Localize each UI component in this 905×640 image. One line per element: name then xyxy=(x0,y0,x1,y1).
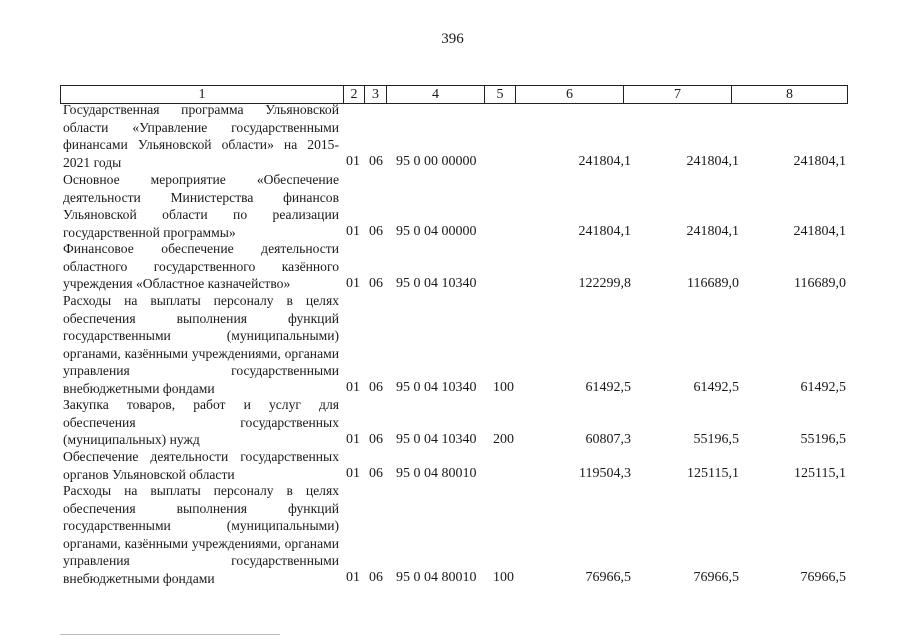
row-section: 01 xyxy=(346,466,360,481)
row-section: 01 xyxy=(346,570,360,585)
row-target-article: 95 0 00 00000 xyxy=(396,154,477,169)
page-number: 396 xyxy=(441,31,464,47)
row-value-col8: 116689,0 xyxy=(794,276,846,291)
row-value-col7: 55196,5 xyxy=(693,432,739,447)
header-col-7: 7 xyxy=(624,86,732,104)
header-col-5: 5 xyxy=(485,86,516,104)
row-value-col7: 241804,1 xyxy=(686,154,739,169)
row-title: Расходы на выплаты персоналу в целях обеспечения выполнения функций государственными (муниципальными) органами, казёнными учреждениями, органами управления государственными внебюджетными фондами xyxy=(63,483,339,586)
header-col-4: 4 xyxy=(387,86,485,104)
row-value-col6: 122299,8 xyxy=(578,276,631,291)
header-col-8: 8 xyxy=(732,86,848,104)
row-expense-type: 200 xyxy=(493,432,514,447)
row-value-col8: 241804,1 xyxy=(793,154,846,169)
row-subsection: 06 xyxy=(369,466,383,481)
row-value-col8: 55196,5 xyxy=(800,432,846,447)
row-target-article: 95 0 04 80010 xyxy=(396,570,477,585)
row-subsection: 06 xyxy=(369,432,383,447)
row-expense-type: 100 xyxy=(493,570,514,585)
header-col-3: 3 xyxy=(365,86,387,104)
row-value-col6: 241804,1 xyxy=(578,224,631,239)
row-title: Основное мероприятие «Обеспечение деятельности Министерства финансов Ульяновской области по реализации государственной программы» xyxy=(63,172,339,240)
row-title: Государственная программа Ульяновской области «Управление государственными финансами Ульяновской области» на 2015-2021 годы xyxy=(63,102,339,170)
row-value-col6: 119504,3 xyxy=(579,466,631,481)
row-value-col7: 61492,5 xyxy=(693,380,739,395)
row-section: 01 xyxy=(346,380,360,395)
row-target-article: 95 0 04 10340 xyxy=(396,432,477,447)
header-col-2: 2 xyxy=(344,86,365,104)
row-title: Расходы на выплаты персоналу в целях обеспечения выполнения функций государственными (муниципальными) органами, казёнными учреждениями, органами управления государственными внебюджетными фондами xyxy=(63,293,339,396)
row-target-article: 95 0 04 80010 xyxy=(396,466,477,481)
row-expense-type: 100 xyxy=(493,380,514,395)
row-subsection: 06 xyxy=(369,380,383,395)
row-value-col6: 241804,1 xyxy=(578,154,631,169)
row-section: 01 xyxy=(346,432,360,447)
row-value-col8: 241804,1 xyxy=(793,224,846,239)
row-target-article: 95 0 04 10340 xyxy=(396,380,477,395)
row-value-col6: 76966,5 xyxy=(585,570,631,585)
row-subsection: 06 xyxy=(369,154,383,169)
row-target-article: 95 0 04 00000 xyxy=(396,224,477,239)
row-title: Финансовое обеспечение деятельности областного государственного казённого учреждения «Областное казначейство» xyxy=(63,241,339,292)
row-value-col8: 61492,5 xyxy=(800,380,846,395)
row-value-col8: 125115,1 xyxy=(794,466,846,481)
header-col-1: 1 xyxy=(61,86,344,104)
row-value-col7: 116689,0 xyxy=(687,276,739,291)
row-target-article: 95 0 04 10340 xyxy=(396,276,477,291)
row-value-col7: 76966,5 xyxy=(693,570,739,585)
row-value-col7: 125115,1 xyxy=(687,466,739,481)
header-col-6: 6 xyxy=(516,86,624,104)
row-title: Закупка товаров, работ и услуг для обеспечения государственных (муниципальных) нужд xyxy=(63,397,339,448)
row-subsection: 06 xyxy=(369,570,383,585)
row-subsection: 06 xyxy=(369,276,383,291)
row-subsection: 06 xyxy=(369,224,383,239)
row-value-col6: 60807,3 xyxy=(585,432,631,447)
row-value-col7: 241804,1 xyxy=(686,224,739,239)
scan-artifact-line xyxy=(60,634,280,635)
row-value-col8: 76966,5 xyxy=(800,570,846,585)
row-section: 01 xyxy=(346,224,360,239)
row-title: Обеспечение деятельности государственных органов Ульяновской области xyxy=(63,449,339,482)
row-section: 01 xyxy=(346,276,360,291)
row-value-col6: 61492,5 xyxy=(585,380,631,395)
row-section: 01 xyxy=(346,154,360,169)
